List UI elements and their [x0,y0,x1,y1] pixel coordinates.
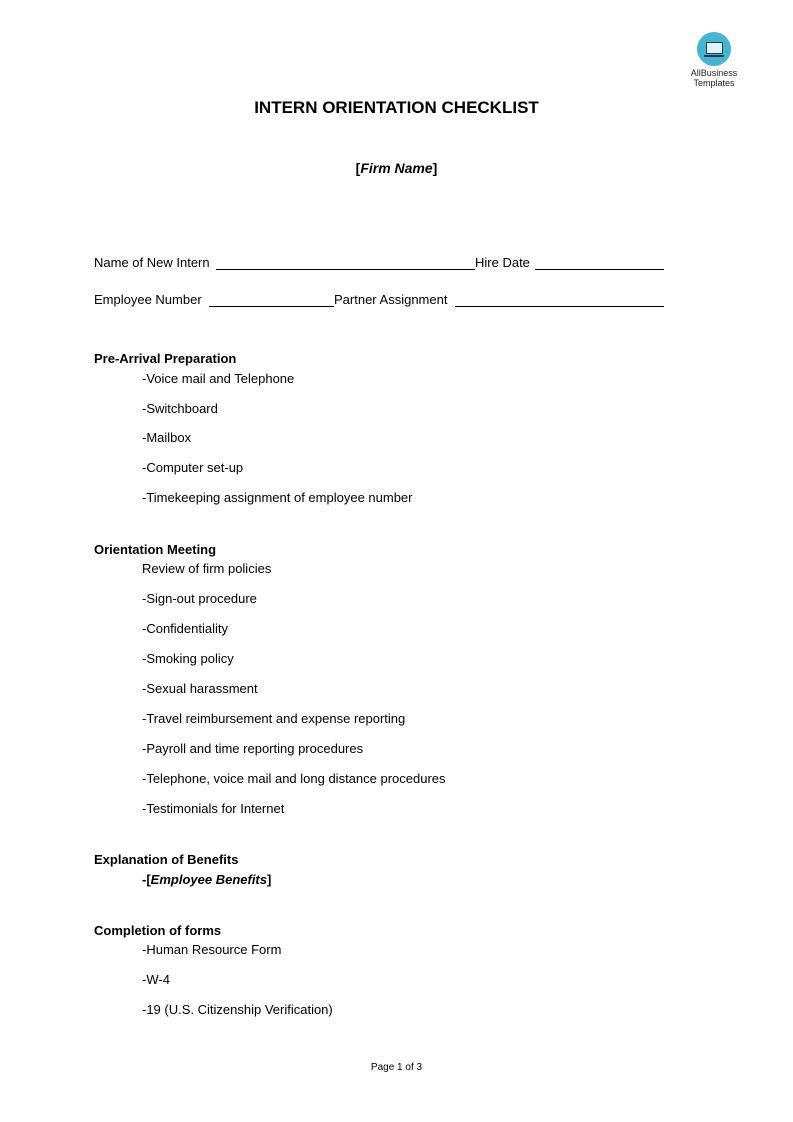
employee-benefits-placeholder: Employee Benefits [150,872,267,887]
laptop-icon [697,32,731,66]
employee-number-label: Employee Number [94,292,202,307]
page-number: Page 1 of 3 [370,1062,423,1073]
list-item: -Voice mail and Telephone [142,371,295,386]
list-item: -19 (U.S. Citizenship Verification) [142,1002,333,1017]
list-item: -Payroll and time reporting procedures [142,741,364,756]
list-item: Review of firm policies [142,561,272,576]
logo-text [686,68,742,88]
list-item: -Smoking policy [142,651,234,666]
list-item: -Telephone, voice mail and long distance procedures [142,771,446,786]
section-heading-orientation: Orientation Meeting [94,542,217,557]
intern-info-row [94,255,664,273]
employee-number-field[interactable] [209,306,334,307]
firm-name-placeholder [0,160,793,176]
section-heading-forms: Completion of forms [94,923,222,938]
list-item: -Switchboard [142,401,218,416]
benefits-prefix: -[ [142,872,151,887]
partner-assignment-field[interactable] [455,306,664,307]
employee-info-row [94,292,664,310]
list-item: -Confidentiality [142,621,228,636]
list-item-benefits [142,872,271,887]
intern-name-label: Name of New Intern [94,255,210,270]
list-item: -Travel reimbursement and expense reporting [142,711,406,726]
section-heading-pre-arrival: Pre-Arrival Preparation [94,351,237,366]
hire-date-field[interactable] [535,269,664,270]
list-item: -Sexual harassment [142,681,258,696]
firm-bracket-close: ] [432,160,438,176]
list-item: -W-4 [142,972,170,987]
intern-name-field[interactable] [216,269,475,270]
list-item: -Computer set-up [142,460,244,475]
benefits-suffix: ] [267,872,272,887]
partner-assignment-label: Partner Assignment [334,292,448,307]
hire-date-label: Hire Date [475,255,530,270]
allbusiness-logo [686,32,742,88]
firm-name: Firm Name [360,160,433,176]
document-title: INTERN ORIENTATION CHECKLIST [254,98,539,117]
section-heading-benefits: Explanation of Benefits [94,852,239,867]
list-item: -Testimonials for Internet [142,801,285,816]
list-item: -Timekeeping assignment of employee number [142,490,413,505]
logo-line-2: Templates [693,78,735,88]
logo-line-1: AllBusiness [690,68,738,78]
firm-bracket-open: [ [355,160,361,176]
list-item: -Mailbox [142,430,192,445]
list-item: -Sign-out procedure [142,591,257,606]
list-item: -Human Resource Form [142,942,282,957]
